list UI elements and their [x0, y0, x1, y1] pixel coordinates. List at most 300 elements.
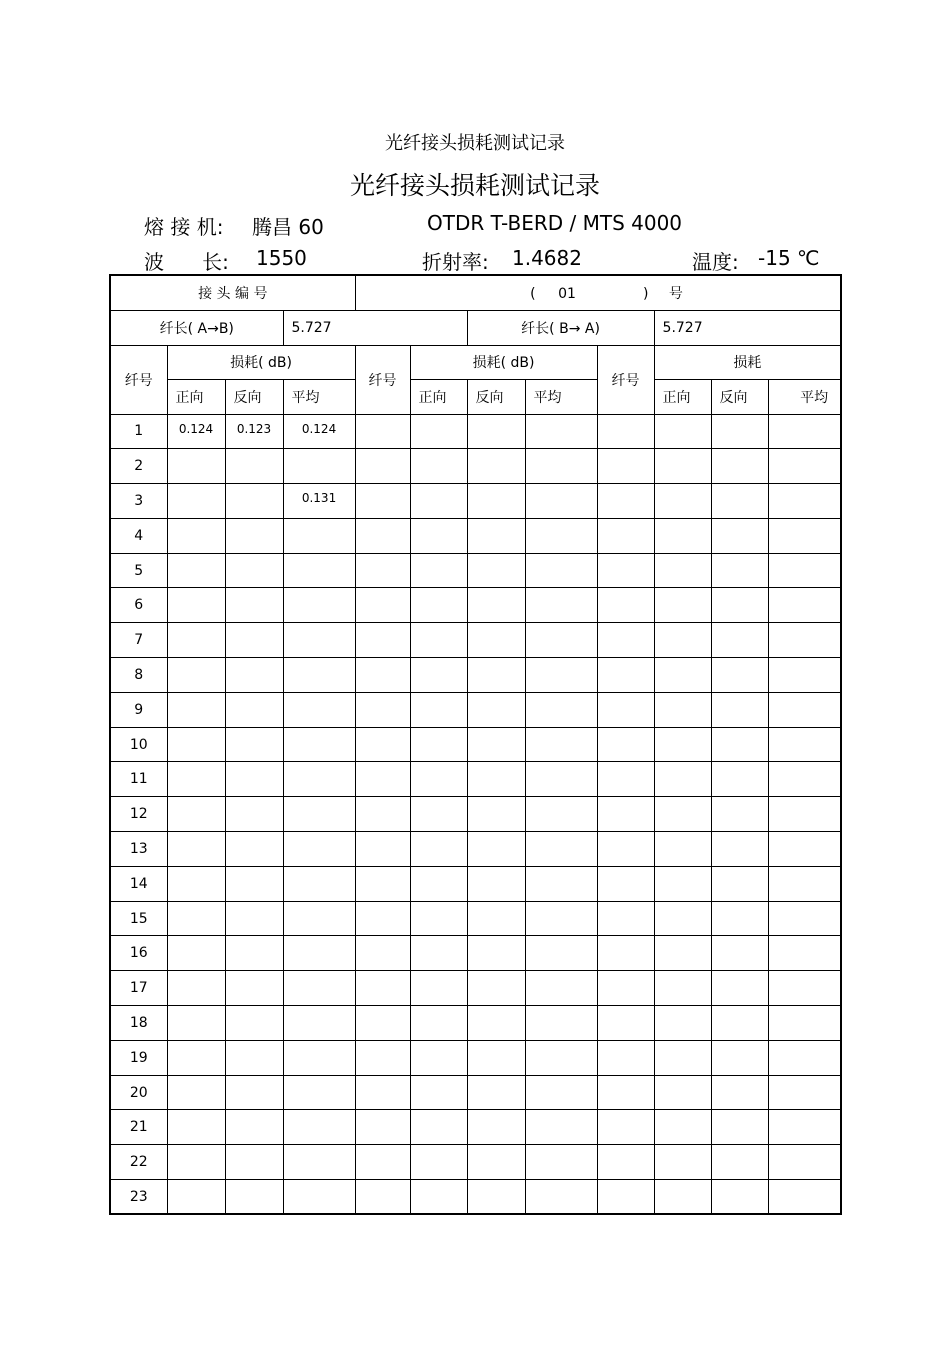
- empty-cell: [355, 1180, 410, 1215]
- empty-cell: [467, 692, 525, 727]
- table-row: [110, 866, 841, 901]
- empty-cell: [467, 1075, 525, 1110]
- joint-number-label: 接 头 编 号: [110, 275, 355, 310]
- reverse-loss-cell: [225, 1075, 283, 1110]
- fiber-number-cell: 7: [110, 623, 167, 658]
- empty-cell: [597, 449, 654, 484]
- fiber-no-header-1: 纤号: [110, 345, 167, 414]
- empty-cell: [654, 1110, 711, 1145]
- empty-cell: [597, 588, 654, 623]
- empty-cell: [597, 484, 654, 519]
- forward-loss-cell: [167, 1040, 225, 1075]
- wavelength-label: 波 长:: [144, 250, 229, 274]
- empty-cell: [711, 1075, 768, 1110]
- average-loss-cell: [283, 1040, 355, 1075]
- forward-loss-cell: [167, 797, 225, 832]
- fiber-number-cell: 19: [110, 1040, 167, 1075]
- forward-loss-cell: [167, 1145, 225, 1180]
- page-title: 光纤接头损耗测试记录: [349, 171, 600, 200]
- fiber-number-cell: 11: [110, 762, 167, 797]
- forward-loss-cell: [167, 971, 225, 1006]
- table-row: [110, 797, 841, 832]
- empty-cell: [467, 1145, 525, 1180]
- empty-cell: [410, 588, 467, 623]
- empty-cell: [467, 866, 525, 901]
- loss-db-header-1: 损耗( dB): [167, 345, 355, 379]
- empty-cell: [711, 484, 768, 519]
- fiber-number-cell: 1: [110, 414, 167, 449]
- forward-loss-cell: [167, 1075, 225, 1110]
- empty-cell: [711, 797, 768, 832]
- empty-cell: [597, 1006, 654, 1041]
- empty-cell: [654, 553, 711, 588]
- empty-cell: [597, 1145, 654, 1180]
- empty-cell: [768, 1040, 841, 1075]
- fiber-number-cell: 18: [110, 1006, 167, 1041]
- empty-cell: [467, 414, 525, 449]
- reverse-loss-cell: [225, 623, 283, 658]
- reverse-loss-cell: [225, 797, 283, 832]
- empty-cell: [525, 1145, 597, 1180]
- temperature-label: 温度:: [692, 250, 739, 274]
- empty-cell: [711, 1040, 768, 1075]
- average-loss-cell: [283, 832, 355, 867]
- empty-cell: [525, 623, 597, 658]
- fiber-number-cell: 6: [110, 588, 167, 623]
- empty-cell: [597, 658, 654, 693]
- reverse-loss-cell: [225, 449, 283, 484]
- empty-cell: [410, 866, 467, 901]
- empty-cell: [467, 553, 525, 588]
- table-row: [110, 1075, 841, 1110]
- average-loss-cell: [283, 518, 355, 553]
- empty-cell: [467, 449, 525, 484]
- forward-loss-cell: [167, 553, 225, 588]
- empty-cell: [410, 727, 467, 762]
- fiber-length-row: [110, 310, 841, 345]
- empty-cell: [711, 553, 768, 588]
- empty-cell: [467, 623, 525, 658]
- forward-loss-cell: 0.124: [167, 414, 225, 449]
- empty-cell: [654, 1075, 711, 1110]
- empty-cell: [597, 936, 654, 971]
- empty-cell: [410, 553, 467, 588]
- table-row: [110, 623, 841, 658]
- joint-number-cell: [355, 275, 841, 310]
- empty-cell: [525, 553, 597, 588]
- empty-cell: [525, 692, 597, 727]
- empty-cell: [410, 832, 467, 867]
- empty-cell: [768, 832, 841, 867]
- empty-cell: [711, 832, 768, 867]
- forward-loss-cell: [167, 762, 225, 797]
- empty-cell: [654, 1006, 711, 1041]
- forward-loss-cell: [167, 658, 225, 693]
- empty-cell: [768, 623, 841, 658]
- empty-cell: [597, 1180, 654, 1215]
- average-loss-cell: [283, 936, 355, 971]
- empty-cell: [711, 936, 768, 971]
- empty-cell: [597, 1075, 654, 1110]
- empty-cell: [525, 727, 597, 762]
- table-row: [110, 901, 841, 936]
- header-row-1: [110, 345, 841, 379]
- empty-cell: [410, 1040, 467, 1075]
- table-row: [110, 1110, 841, 1145]
- empty-cell: [597, 414, 654, 449]
- average-loss-cell: [283, 971, 355, 1006]
- average-loss-cell: [283, 553, 355, 588]
- empty-cell: [654, 414, 711, 449]
- empty-cell: [711, 623, 768, 658]
- empty-cell: [711, 1006, 768, 1041]
- empty-cell: [654, 936, 711, 971]
- average-loss-cell: 0.131: [283, 484, 355, 519]
- empty-cell: [525, 658, 597, 693]
- empty-cell: [654, 588, 711, 623]
- reverse-loss-cell: [225, 553, 283, 588]
- forward-loss-cell: [167, 866, 225, 901]
- empty-cell: [597, 623, 654, 658]
- empty-cell: [525, 1006, 597, 1041]
- empty-cell: [597, 901, 654, 936]
- empty-cell: [525, 414, 597, 449]
- reverse-header: 反向: [467, 379, 525, 414]
- empty-cell: [654, 1145, 711, 1180]
- reverse-loss-cell: [225, 727, 283, 762]
- table-row: [110, 518, 841, 553]
- empty-cell: [467, 658, 525, 693]
- header-row-2: [110, 379, 841, 414]
- empty-cell: [768, 727, 841, 762]
- reverse-loss-cell: [225, 588, 283, 623]
- empty-cell: [410, 1110, 467, 1145]
- empty-cell: [355, 588, 410, 623]
- average-loss-cell: [283, 1006, 355, 1041]
- document-header-title: 光纤接头损耗测试记录: [385, 133, 565, 154]
- empty-cell: [768, 901, 841, 936]
- empty-cell: [768, 1110, 841, 1145]
- empty-cell: [654, 762, 711, 797]
- empty-cell: [467, 936, 525, 971]
- empty-cell: [410, 1180, 467, 1215]
- empty-cell: [597, 1110, 654, 1145]
- empty-cell: [654, 623, 711, 658]
- fiber-number-cell: 13: [110, 832, 167, 867]
- fiber-no-header-3: 纤号: [597, 345, 654, 414]
- empty-cell: [355, 1006, 410, 1041]
- empty-cell: [355, 971, 410, 1006]
- empty-cell: [768, 1180, 841, 1215]
- fiber-number-cell: 3: [110, 484, 167, 519]
- average-loss-cell: [283, 901, 355, 936]
- reverse-loss-cell: [225, 1040, 283, 1075]
- joint-number-value: 01: [558, 285, 576, 302]
- empty-cell: [355, 623, 410, 658]
- average-header: 平均: [768, 379, 841, 414]
- empty-cell: [467, 901, 525, 936]
- table-row: [110, 1006, 841, 1041]
- empty-cell: [654, 1180, 711, 1215]
- empty-cell: [467, 1006, 525, 1041]
- empty-cell: [711, 588, 768, 623]
- joint-number-suffix: 号: [668, 285, 683, 302]
- empty-cell: [654, 866, 711, 901]
- empty-cell: [711, 1180, 768, 1215]
- empty-cell: [768, 1145, 841, 1180]
- empty-cell: [654, 1040, 711, 1075]
- empty-cell: [597, 518, 654, 553]
- empty-cell: [410, 1075, 467, 1110]
- splice-loss-table: [109, 274, 842, 1215]
- empty-cell: [768, 936, 841, 971]
- length-ab-label: 纤长( A→B): [110, 310, 283, 345]
- empty-cell: [711, 692, 768, 727]
- refraction-label: 折射率:: [422, 250, 489, 274]
- forward-loss-cell: [167, 832, 225, 867]
- length-ab-value: 5.727: [283, 310, 467, 345]
- empty-cell: [355, 797, 410, 832]
- table-row: [110, 1180, 841, 1215]
- fiber-number-cell: 4: [110, 518, 167, 553]
- empty-cell: [654, 449, 711, 484]
- empty-cell: [768, 797, 841, 832]
- reverse-loss-cell: [225, 1145, 283, 1180]
- empty-cell: [768, 484, 841, 519]
- empty-cell: [525, 866, 597, 901]
- average-loss-cell: [283, 1180, 355, 1215]
- fiber-number-cell: 14: [110, 866, 167, 901]
- joint-number-row: [110, 275, 841, 310]
- reverse-loss-cell: [225, 1180, 283, 1215]
- empty-cell: [467, 484, 525, 519]
- reverse-loss-cell: [225, 1006, 283, 1041]
- forward-loss-cell: [167, 1180, 225, 1215]
- empty-cell: [355, 866, 410, 901]
- reverse-loss-cell: [225, 936, 283, 971]
- forward-loss-cell: [167, 588, 225, 623]
- empty-cell: [654, 797, 711, 832]
- reverse-loss-cell: [225, 901, 283, 936]
- average-loss-cell: [283, 797, 355, 832]
- average-loss-cell: [283, 1110, 355, 1145]
- empty-cell: [711, 727, 768, 762]
- empty-cell: [467, 971, 525, 1006]
- empty-cell: [711, 1110, 768, 1145]
- reverse-loss-cell: [225, 484, 283, 519]
- forward-header: 正向: [654, 379, 711, 414]
- fiber-number-cell: 20: [110, 1075, 167, 1110]
- forward-loss-cell: [167, 936, 225, 971]
- empty-cell: [768, 449, 841, 484]
- fiber-number-cell: 17: [110, 971, 167, 1006]
- forward-loss-cell: [167, 1006, 225, 1041]
- empty-cell: [597, 727, 654, 762]
- empty-cell: [525, 449, 597, 484]
- table-row: [110, 449, 841, 484]
- fiber-number-cell: 5: [110, 553, 167, 588]
- forward-loss-cell: [167, 901, 225, 936]
- fiber-number-cell: 15: [110, 901, 167, 936]
- refraction-value: 1.4682: [512, 246, 582, 270]
- empty-cell: [410, 623, 467, 658]
- empty-cell: [467, 588, 525, 623]
- joint-open-paren: (: [530, 285, 536, 302]
- average-loss-cell: [283, 866, 355, 901]
- empty-cell: [525, 518, 597, 553]
- forward-loss-cell: [167, 623, 225, 658]
- fiber-number-cell: 8: [110, 658, 167, 693]
- empty-cell: [525, 1075, 597, 1110]
- table-row: [110, 936, 841, 971]
- empty-cell: [711, 866, 768, 901]
- empty-cell: [768, 658, 841, 693]
- empty-cell: [410, 414, 467, 449]
- empty-cell: [467, 832, 525, 867]
- temperature-value: -15 ℃: [758, 246, 820, 270]
- average-loss-cell: [283, 1145, 355, 1180]
- empty-cell: [355, 692, 410, 727]
- reverse-loss-cell: [225, 762, 283, 797]
- empty-cell: [768, 762, 841, 797]
- empty-cell: [467, 797, 525, 832]
- empty-cell: [711, 971, 768, 1006]
- empty-cell: [597, 971, 654, 1006]
- empty-cell: [467, 1180, 525, 1215]
- empty-cell: [355, 762, 410, 797]
- reverse-loss-cell: [225, 658, 283, 693]
- reverse-header: 反向: [225, 379, 283, 414]
- table-row: [110, 484, 841, 519]
- average-loss-cell: [283, 449, 355, 484]
- empty-cell: [410, 762, 467, 797]
- empty-cell: [768, 414, 841, 449]
- forward-header: 正向: [167, 379, 225, 414]
- empty-cell: [525, 971, 597, 1006]
- forward-loss-cell: [167, 484, 225, 519]
- forward-loss-cell: [167, 1110, 225, 1145]
- fiber-number-cell: 23: [110, 1180, 167, 1215]
- average-loss-cell: [283, 1075, 355, 1110]
- empty-cell: [525, 762, 597, 797]
- forward-loss-cell: [167, 692, 225, 727]
- table-row: [110, 971, 841, 1006]
- empty-cell: [467, 762, 525, 797]
- empty-cell: [711, 658, 768, 693]
- fiber-number-cell: 9: [110, 692, 167, 727]
- empty-cell: [768, 588, 841, 623]
- empty-cell: [355, 1110, 410, 1145]
- empty-cell: [768, 553, 841, 588]
- reverse-loss-cell: [225, 971, 283, 1006]
- empty-cell: [597, 866, 654, 901]
- empty-cell: [597, 762, 654, 797]
- table-row: [110, 414, 841, 449]
- forward-loss-cell: [167, 727, 225, 762]
- average-loss-cell: [283, 692, 355, 727]
- empty-cell: [410, 692, 467, 727]
- reverse-header: 反向: [711, 379, 768, 414]
- empty-cell: [410, 449, 467, 484]
- average-header: 平均: [283, 379, 355, 414]
- empty-cell: [597, 832, 654, 867]
- empty-cell: [355, 658, 410, 693]
- empty-cell: [467, 727, 525, 762]
- empty-cell: [525, 1040, 597, 1075]
- reverse-loss-cell: [225, 866, 283, 901]
- empty-cell: [654, 901, 711, 936]
- forward-loss-cell: [167, 449, 225, 484]
- average-loss-cell: [283, 727, 355, 762]
- empty-cell: [525, 936, 597, 971]
- empty-cell: [410, 901, 467, 936]
- empty-cell: [355, 901, 410, 936]
- length-ba-value: 5.727: [654, 310, 841, 345]
- table-row: [110, 832, 841, 867]
- empty-cell: [768, 866, 841, 901]
- empty-cell: [597, 1040, 654, 1075]
- table-row: [110, 1145, 841, 1180]
- empty-cell: [355, 449, 410, 484]
- average-loss-cell: 0.124: [283, 414, 355, 449]
- empty-cell: [711, 518, 768, 553]
- otdr-model: OTDR T-BERD / MTS 4000: [427, 211, 683, 235]
- loss-header-3: 损耗: [654, 345, 841, 379]
- empty-cell: [654, 832, 711, 867]
- fiber-number-cell: 16: [110, 936, 167, 971]
- joint-close-paren: ): [642, 285, 649, 302]
- table-row: [110, 658, 841, 693]
- empty-cell: [525, 797, 597, 832]
- empty-cell: [355, 1075, 410, 1110]
- forward-loss-cell: [167, 518, 225, 553]
- empty-cell: [525, 1110, 597, 1145]
- fusion-machine-label: 熔 接 机:: [144, 215, 224, 239]
- empty-cell: [355, 936, 410, 971]
- empty-cell: [410, 971, 467, 1006]
- empty-cell: [654, 518, 711, 553]
- empty-cell: [654, 484, 711, 519]
- empty-cell: [355, 484, 410, 519]
- empty-cell: [410, 484, 467, 519]
- loss-db-header-2: 损耗( dB): [410, 345, 597, 379]
- fiber-no-header-2: 纤号: [355, 345, 410, 414]
- empty-cell: [525, 832, 597, 867]
- empty-cell: [711, 1145, 768, 1180]
- empty-cell: [355, 518, 410, 553]
- empty-cell: [768, 1006, 841, 1041]
- empty-cell: [597, 797, 654, 832]
- empty-cell: [711, 901, 768, 936]
- reverse-loss-cell: 0.123: [225, 414, 283, 449]
- table-row: [110, 588, 841, 623]
- average-loss-cell: [283, 762, 355, 797]
- empty-cell: [768, 692, 841, 727]
- empty-cell: [711, 762, 768, 797]
- empty-cell: [355, 414, 410, 449]
- reverse-loss-cell: [225, 1110, 283, 1145]
- wavelength-value: 1550: [256, 246, 307, 270]
- empty-cell: [768, 518, 841, 553]
- empty-cell: [410, 518, 467, 553]
- empty-cell: [654, 727, 711, 762]
- empty-cell: [410, 797, 467, 832]
- forward-header: 正向: [410, 379, 467, 414]
- empty-cell: [410, 658, 467, 693]
- empty-cell: [410, 1145, 467, 1180]
- fiber-number-cell: 10: [110, 727, 167, 762]
- empty-cell: [711, 414, 768, 449]
